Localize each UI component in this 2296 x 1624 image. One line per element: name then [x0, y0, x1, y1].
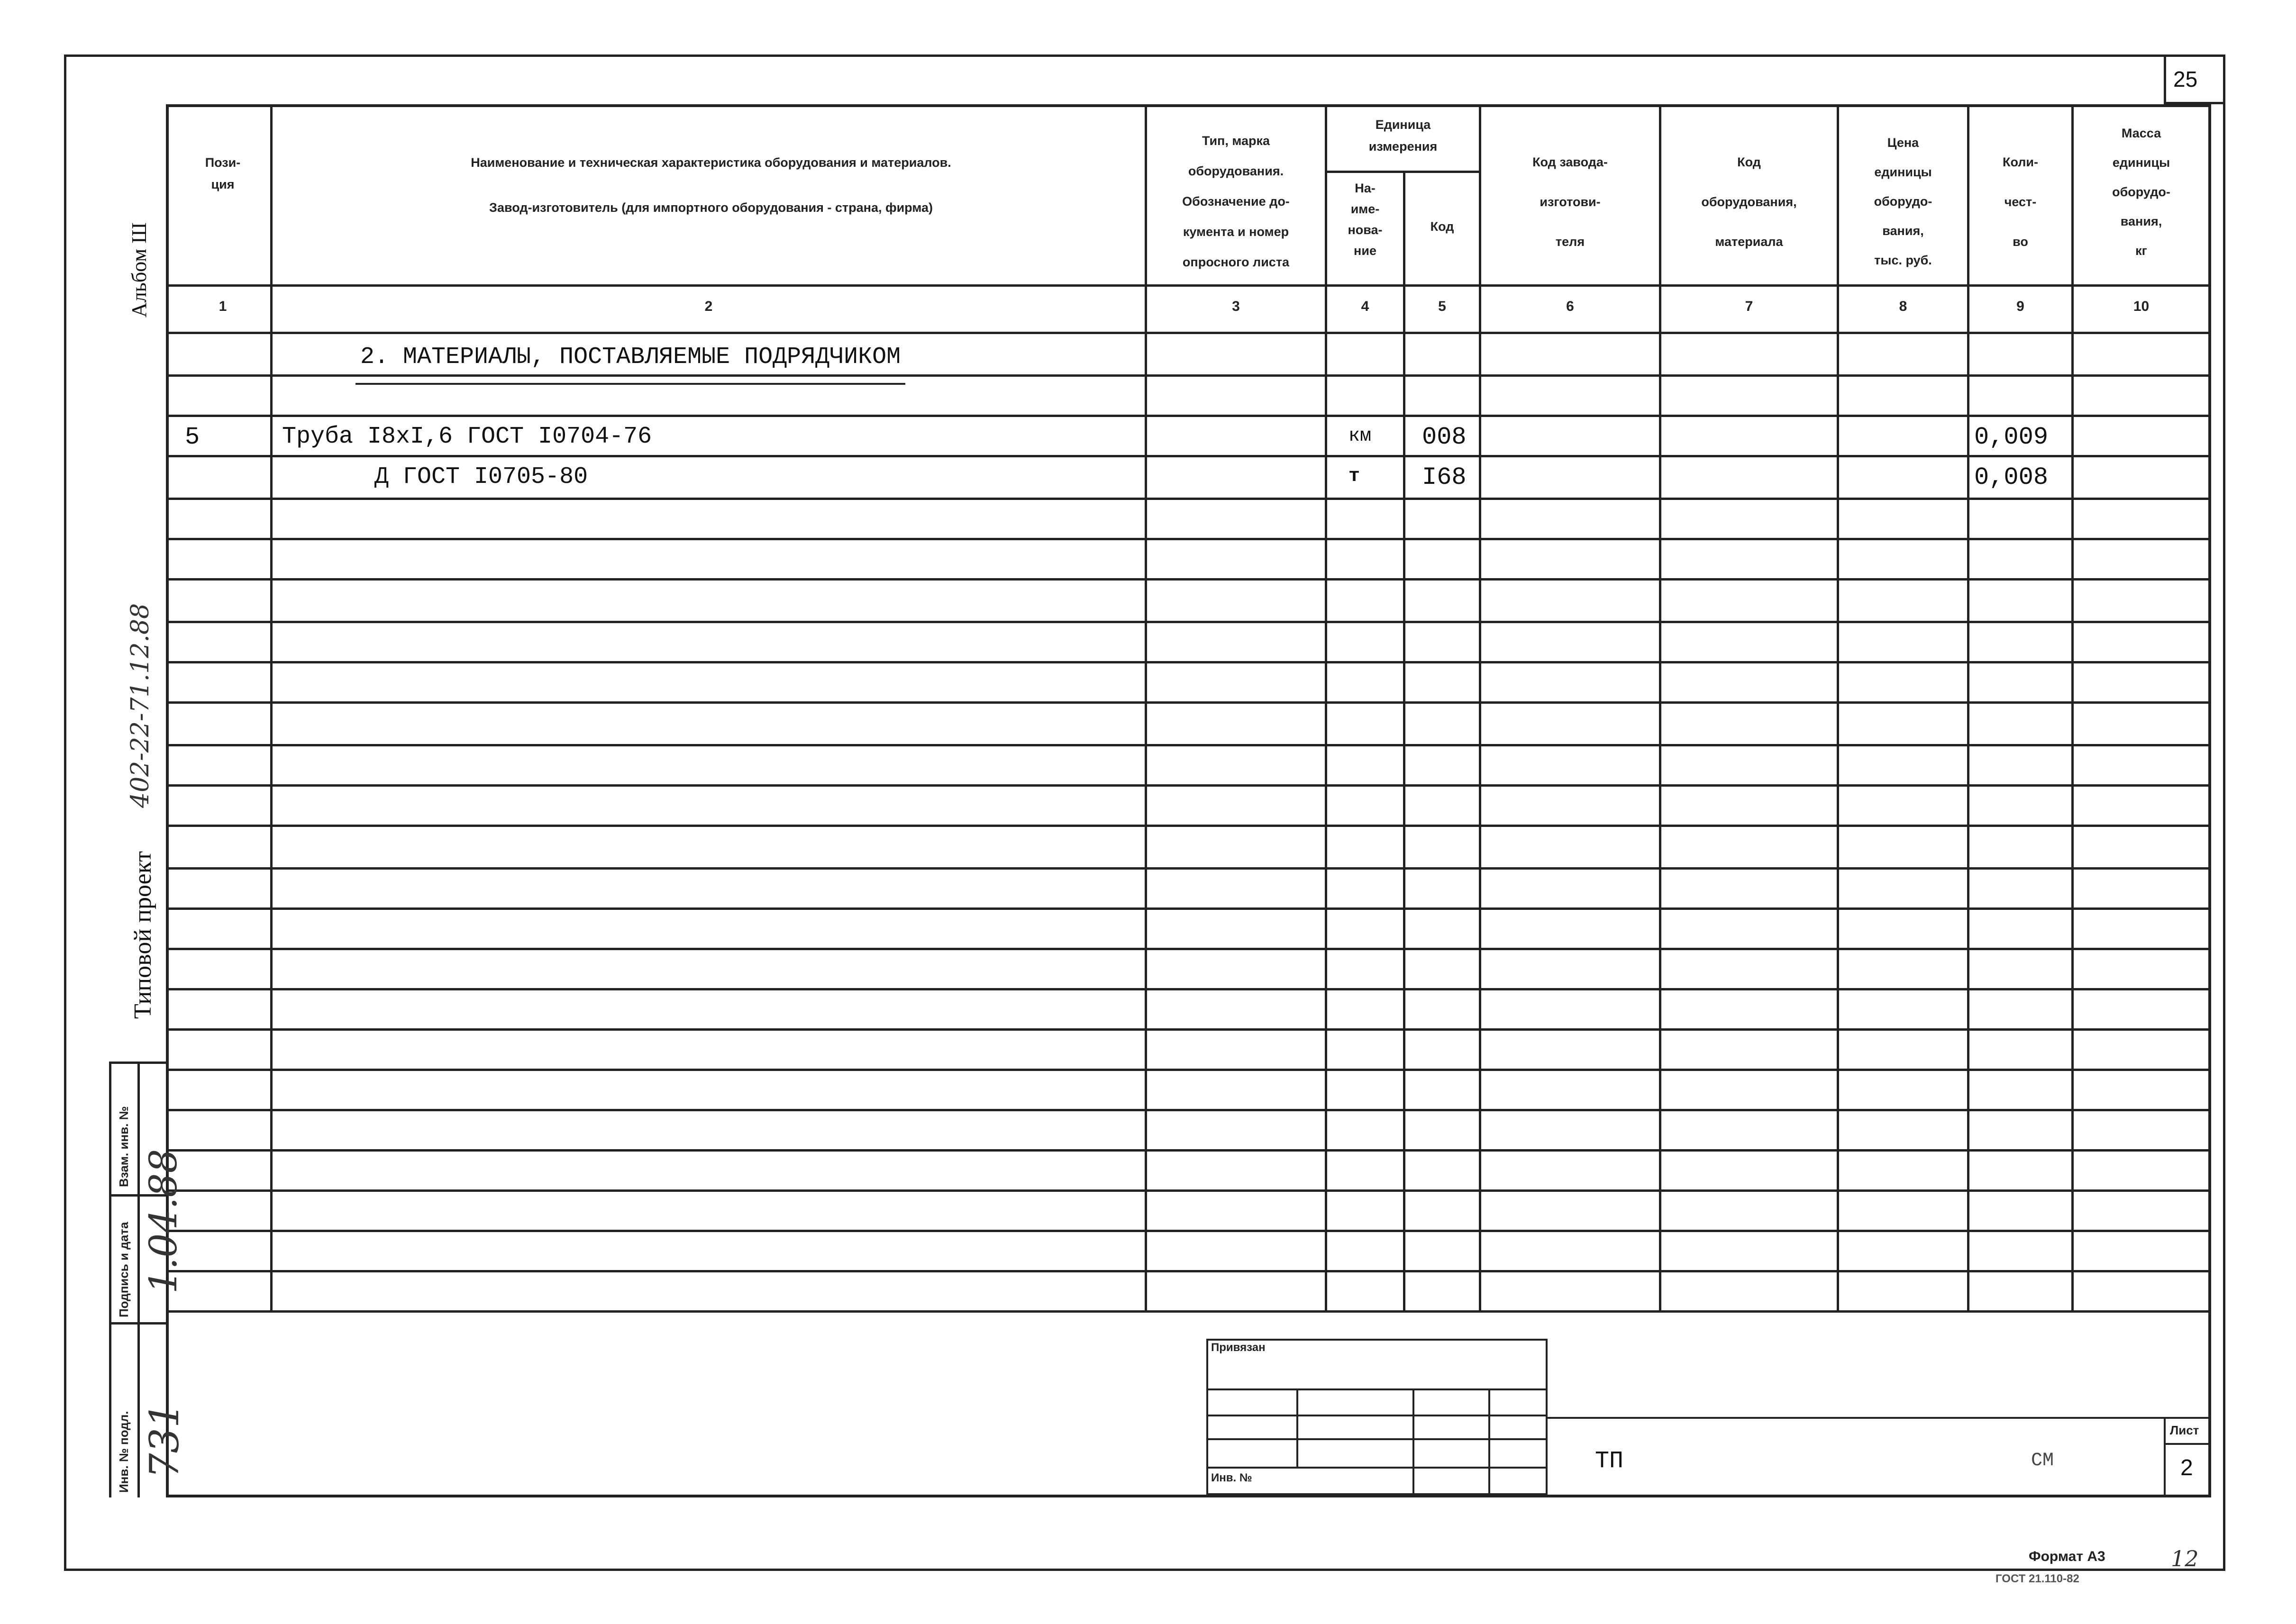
row-line: [166, 415, 2209, 417]
row-line: [166, 948, 2209, 950]
column-number: 6: [1566, 299, 1574, 314]
header-price: Цена единицы оборудо- вания, тыс. руб.: [1874, 136, 1932, 267]
stamp-line: [1412, 1388, 1414, 1495]
side-strip-line: [109, 1061, 111, 1497]
header-name-line1: Наименование и техническая характеристика оборудования и материалов.: [471, 155, 951, 170]
row-line: [166, 498, 2209, 500]
header-unit: Единица измерения: [1368, 118, 1438, 154]
column-number: 3: [1232, 299, 1240, 314]
inventory-value: 731: [141, 1402, 188, 1479]
stamp-line: [1206, 1467, 1548, 1469]
row-unit-code: 008: [1422, 423, 1467, 451]
column-number: 9: [2016, 299, 2024, 314]
col-line-1: [270, 104, 273, 1310]
col-line-3: [1325, 104, 1327, 1310]
row-line: [166, 538, 2209, 540]
table-body-bottom: [166, 1310, 2209, 1313]
album-label: Альбом Ш: [128, 222, 151, 318]
row-line: [166, 661, 2209, 663]
row-unit: км: [1348, 426, 1372, 447]
stamp-line: [1206, 1415, 1548, 1416]
header-bottom-line: [166, 284, 2209, 287]
sheet-corner-number: 25: [2173, 67, 2198, 91]
col-line-2: [1145, 104, 1147, 1310]
header-equipment-code: Код оборудования, материала: [1701, 155, 1797, 249]
row-line: [166, 374, 2209, 377]
col-line-5: [1479, 104, 1481, 1310]
vzam-label: Взам. инв. №: [117, 1106, 131, 1187]
row-line: [166, 867, 2209, 870]
row-position: 5: [185, 423, 200, 451]
inventory-number-label: Инв. №: [1211, 1471, 1252, 1484]
project-code: 402-22-71.12.88: [126, 603, 155, 808]
row-line: [166, 825, 2209, 827]
column-number: 2: [704, 299, 713, 314]
row-line: [166, 988, 2209, 990]
header-unit-code: Код: [1430, 219, 1454, 234]
document-code: СМ: [2031, 1450, 2054, 1471]
side-strip-line: [137, 1061, 140, 1497]
colnum-bottom-line: [166, 332, 2209, 334]
project-type-label: ТП: [1595, 1448, 1624, 1475]
attached-label: Привязан: [1211, 1341, 1266, 1354]
col-line-9: [2071, 104, 2074, 1310]
header-mass: Масса единицы оборудо- вания, кг: [2112, 126, 2170, 258]
title-block-line: [1548, 1417, 2211, 1419]
title-block-line: [2164, 1417, 2166, 1495]
stamp-line: [1488, 1388, 1490, 1495]
column-number: 1: [219, 299, 227, 314]
sheet-label: Лист: [2170, 1423, 2199, 1437]
col-line-4: [1403, 171, 1405, 1310]
signature-date-value: 1.04.88: [141, 1149, 185, 1294]
attached-box: [1206, 1339, 1548, 1495]
row-material-name: Труба I8xI,6 ГОСТ I0704-76: [282, 423, 652, 450]
row-quantity: 0,008: [1974, 463, 2049, 491]
column-number: 10: [2133, 299, 2150, 314]
row-line: [166, 907, 2209, 910]
project-label: Типовой проект: [129, 851, 156, 1019]
row-line: [166, 1069, 2209, 1071]
row-line: [166, 1230, 2209, 1232]
row-line: [166, 744, 2209, 746]
stamp-line: [1206, 1438, 1548, 1440]
row-line: [166, 784, 2209, 787]
column-number: 7: [1745, 299, 1753, 314]
row-material-name: Д ГОСТ I0705-80: [374, 463, 588, 490]
row-line: [166, 1109, 2209, 1111]
header-type: Тип, марка оборудования. Обозначение до- кумента и номер опросного листа: [1182, 134, 1290, 269]
header-position: Пози- ция: [205, 155, 241, 191]
col-line-8: [1967, 104, 1969, 1310]
stamp-line: [1296, 1388, 1298, 1467]
column-number: 8: [1899, 299, 1907, 314]
side-strip-line: [109, 1322, 166, 1325]
row-line: [166, 1028, 2209, 1031]
row-line: [166, 1189, 2209, 1192]
title-block-line: [2164, 1443, 2211, 1445]
row-name-underline: [282, 455, 656, 456]
row-line: [166, 1149, 2209, 1152]
row-line: [166, 621, 2209, 623]
column-number: 4: [1361, 299, 1369, 314]
section-title: 2. МАТЕРИАЛЫ, ПОСТАВЛЯЕМЫЕ ПОДРЯДЧИКОМ: [360, 344, 901, 371]
signature-date-label: Подпись и дата: [117, 1222, 131, 1317]
row-line: [166, 578, 2209, 581]
gost-label: ГОСТ 21.110-82: [1995, 1572, 2079, 1585]
row-unit-code: I68: [1422, 463, 1467, 491]
row-quantity: 0,009: [1974, 423, 2049, 451]
header-plant-code: Код завода- изготови- теля: [1532, 155, 1608, 249]
header-name-line2: Завод-изготовитель (для импортного оборудования - страна, фирма): [489, 200, 933, 215]
row-unit: т: [1348, 466, 1360, 487]
side-strip-line: [109, 1061, 166, 1064]
sheet-number: 2: [2180, 1455, 2193, 1480]
inventory-label: Инв. № подл.: [117, 1411, 131, 1493]
unit-split-line: [1325, 171, 1479, 173]
column-number: 5: [1438, 299, 1446, 314]
page-mark: 12: [2171, 1546, 2199, 1571]
section-title-underline: [355, 383, 905, 385]
col-line-6: [1659, 104, 1661, 1310]
row-line: [166, 1270, 2209, 1272]
header-unit-name: На- име- нова- ние: [1348, 181, 1383, 258]
row-line: [166, 701, 2209, 704]
col-line-7: [1837, 104, 1839, 1310]
format-label: Формат А3: [2029, 1549, 2105, 1564]
header-quantity: Коли- чест- во: [2002, 155, 2039, 249]
stamp-line: [1206, 1388, 1548, 1390]
